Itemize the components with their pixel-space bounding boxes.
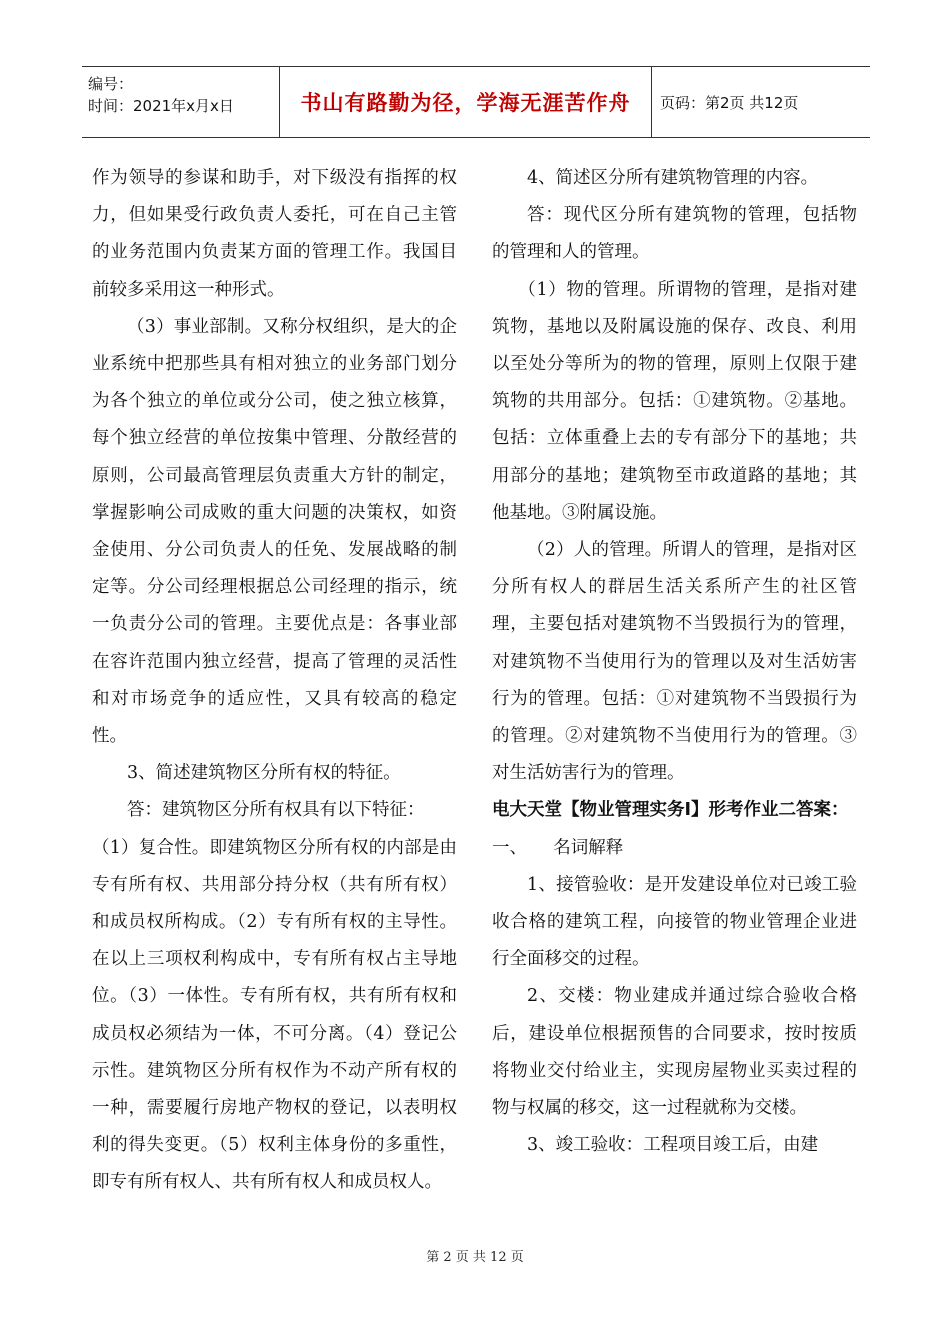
right-text-column [492, 160, 857, 1164]
header-motto: 书山有路勤为径，学海无涯苦作舟 [280, 67, 652, 137]
question-heading: 4、简述区分所有建筑物管理的内容。 [527, 168, 819, 188]
section-title: 电大天堂【物业管理实务Ⅰ】形考作业二答案： [492, 800, 849, 821]
header-page-info: 页码：第2页 共12页 [660, 93, 799, 112]
paragraph: （3）事业部制。又称分权组织，是大的企业系统中把那些具有相对独立的业务部门划分为各个独立的单位或分公司，使之独立核算，每个独立经营的单位按集中管理、分散经营的原则，公司最高管理层负责重大方针的制定，掌握影响公司成败的重大问题的决策权，如资金使用、分公司负责人的任免、发展战略的制定等。分公司经理根据总公司经理的指示，统一负责分公司的管理。主要优点是：各事业部在容许范围内独立经营，提高了管理的灵活性和对市场竞争的适应性，又具有较高的稳定性。 [92, 316, 457, 747]
definition-item: 3、竣工验收：工程项目竣工后，由建 [527, 1135, 819, 1156]
header-meta [82, 67, 280, 137]
section-subheading: 一、 名词解释 [492, 837, 624, 858]
paragraph: （1）物的管理。所谓物的管理，是指对建筑物，基地以及附属设施的保存、改良、利用以至处分等所为的物的管理，原则上仅限于建筑物的共用部分。包括：①建筑物。②基地。包括：立体重叠上去的专有部分下的基地；共用部分的基地；建筑物至市政道路的基地；其他基地。③附属设施。 [492, 279, 857, 523]
paragraph: 作为领导的参谋和助手，对下级没有指挥的权力，但如果受行政负责人委托，可在自己主管的业务范围内负责某方面的管理工作。我国目前较多采用这一种形式。 [92, 168, 457, 300]
question-heading: 3、简述建筑物区分所有权的特征。 [127, 763, 401, 784]
document-number-label: 编号： [88, 75, 134, 93]
page-footer: 第 2 页 共 12 页 [426, 1250, 524, 1265]
answer-intro: 答：建筑物区分所有权具有以下特征： [127, 800, 425, 821]
page-header [82, 66, 870, 138]
definition-item: 1、接管验收：是开发建设单位对已竣工验收合格的建筑工程，向接管的物业管理企业进行全面移交的过程。 [492, 874, 857, 970]
document-date-label: 时间：2021年x月x日 [88, 97, 234, 115]
definition-item: 2、交楼：物业建成并通过综合验收合格后，建设单位根据预售的合同要求，按时按质将物业交付给业主，实现房屋物业买卖过程的物与权属的移交，这一过程就称为交楼。 [492, 986, 857, 1119]
left-text-column [92, 160, 457, 1202]
paragraph: （1）复合性。即建筑物区分所有权的内部是由专有所有权、共用部分持分权（共有所有权）和成员权所构成。（2）专有所有权的主导性。在以上三项权利构成中，专有所有权占主导地位。（3）一体性。专有所有权，共有所有权和成员权必须结为一体，不可分离。（4）登记公示性。建筑物区分所有权作为不动产所有权的一种，需要履行房地产物权的登记，以表明权利的得失变更。（5）权利主体身份的多重性，即专有所有权人、共有所有权人和成员权人。 [92, 837, 457, 1193]
paragraph: （2）人的管理。所谓人的管理，是指对区分所有权人的群居生活关系所产生的社区管理，主要包括对建筑物不当毁损行为的管理，对建筑物不当使用行为的管理以及对生活妨害行为的管理。包括：①对建筑物不当毁损行为的管理。②对建筑物不当使用行为的管理。③对生活妨害行为的管理。 [492, 540, 857, 784]
answer-intro: 答：现代区分所有建筑物的管理，包括物的管理和人的管理。 [492, 205, 857, 263]
